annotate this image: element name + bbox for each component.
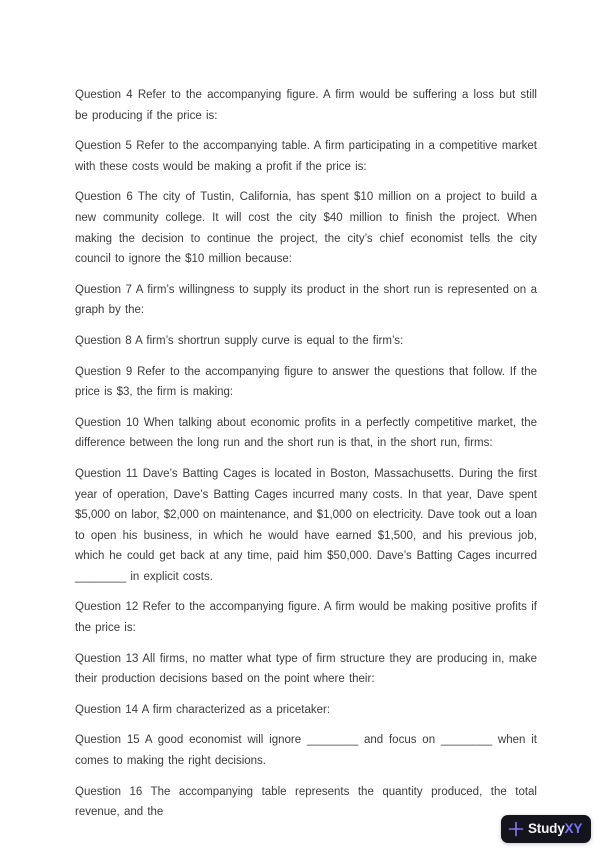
- question-paragraph: Question 10 When talking about economic profits in a perfectly competitive market, the difference between the long run and the short run is that, in the short run, firms:: [75, 416, 537, 450]
- question-paragraph: Question 9 Refer to the accompanying figure to answer the questions that follow. If the price is $3, the firm is making:: [75, 365, 537, 399]
- plus-icon: [508, 821, 524, 837]
- question-paragraph: Question 14 A firm characterized as a pricetaker:: [75, 703, 331, 716]
- question-list: [75, 85, 537, 833]
- question-paragraph: Question 7 A firm’s willingness to supply its product in the short run is represented on a graph by the:: [75, 283, 537, 317]
- question-paragraph: Question 5 Refer to the accompanying table. A firm participating in a competitive market with these costs would be making a profit if the price is:: [75, 140, 537, 173]
- question-paragraph: Question 15 A good economist will ignore ________ and focus on ________ when it comes to making the right decisions.: [75, 734, 537, 768]
- brand-name-accent: XY: [564, 821, 583, 837]
- question-paragraph: Question 11 Dave’s Batting Cages is located in Boston, Massachusetts. During the first year of operation, Dave’s Batting Cages incurred many costs. In that year, Dave spent $5,000 on labor, $2,000 on maintenance, and $1,000 on electricity. Dave took out a loan to open his business, in which he would have earned $1,500, and his previous job, which he could get back at any time, paid him $50,000. Dave’s Batting Cages incurred ________ in explicit costs.: [75, 467, 537, 583]
- brand-name-primary: Study: [528, 821, 565, 837]
- studyxy-logo-badge[interactable]: [501, 815, 591, 843]
- question-paragraph: Question 16 The accompanying table represents the quantity produced, the total revenue, and the: [75, 785, 537, 819]
- question-paragraph: Question 6 The city of Tustin, California, has spent $10 million on a project to build a new community college. It will cost the city $40 million to finish the project. When making the decision to continue the project, the city’s chief economist tells the city council to ignore the $10 million because:: [75, 191, 537, 266]
- question-paragraph: Question 13 All firms, no matter what type of firm structure they are producing in, make their production decisions based on the point where their:: [75, 652, 537, 686]
- question-paragraph: Question 12 Refer to the accompanying figure. A firm would be making positive profits if the price is:: [75, 601, 537, 635]
- brand-wordmark: [528, 822, 582, 836]
- question-paragraph: Question 8 A firm’s shortrun supply curve is equal to the firm’s:: [75, 334, 404, 347]
- question-paragraph: Question 4 Refer to the accompanying figure. A firm would be suffering a loss but still be producing if the price is:: [75, 89, 537, 122]
